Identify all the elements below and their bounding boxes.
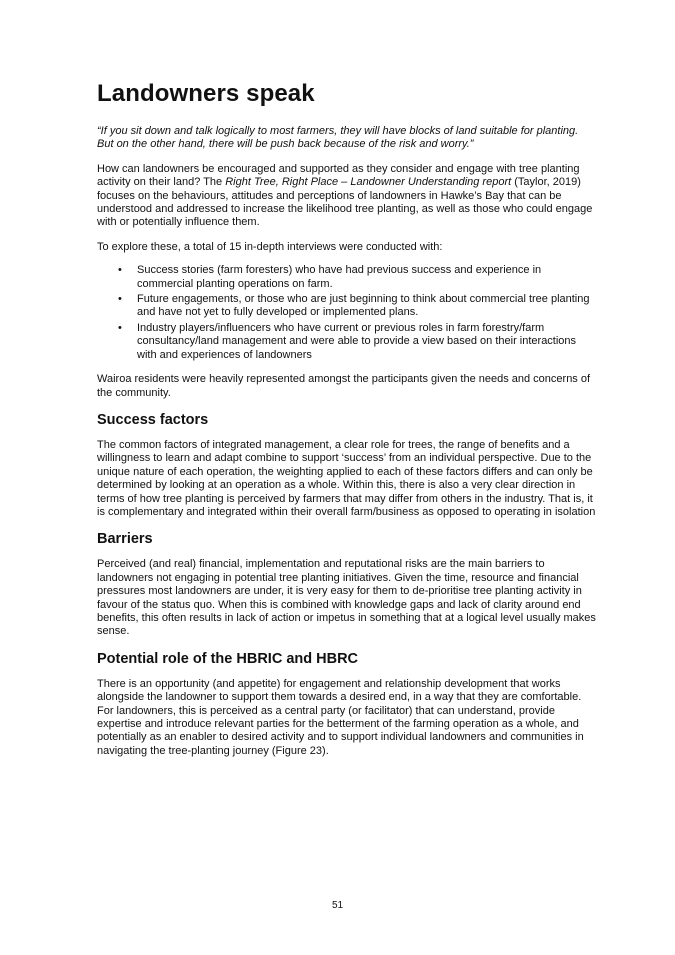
wairoa-paragraph: Wairoa residents were heavily represented amongst the participants given the needs and concerns of the community. bbox=[97, 373, 591, 399]
section-barriers bbox=[97, 530, 597, 638]
page-title: Landowners speak bbox=[97, 80, 315, 107]
bullet-marker: • bbox=[118, 293, 122, 306]
intro-text-start: How can landowners be encouraged and supported as they consider and engage with tree planting activity on their land? The bbox=[97, 162, 580, 189]
section-success-factors bbox=[97, 411, 597, 519]
report-title: Right Tree, Right Place – Landowner Understanding report bbox=[225, 176, 512, 189]
list-item-text: Success stories (farm foresters) who have had previous success and experience in commercial planting operations on farm. bbox=[137, 264, 542, 290]
intro-text-end: (Taylor, 2019) focuses on the behaviours, attitudes and perceptions of landowners in Hawke’s Bay that can be understood and addressed to increase the likelihood tree planting, as well as those who could engage with or potentially influence them. bbox=[97, 176, 593, 229]
list-item-text: Industry players/influencers who have current or previous roles in farm forestry/farm consultancy/land management and were able to provide a view based on their interactions with and experiences of landowners bbox=[137, 321, 577, 361]
interviews-paragraph: To explore these, a total of 15 in-depth interviews were conducted with: bbox=[97, 240, 443, 253]
list-item-text: Future engagements, or those who are just beginning to think about commercial tree planting and have not yet to fully developed or implemented plans. bbox=[137, 293, 590, 319]
list-item bbox=[118, 264, 597, 291]
section-body: Perceived (and real) financial, implementation and reputational risks are the main barriers to landowners not engaging in potential tree planting initiatives. Given the time, resource and financial pressures most landowners are under, it is very easy for them to de-prioritise tree planting activity in favour of the status quo. When this is combined with knowledge gaps and lack of clarity around end benefits, this often results in lack of action or impetus in something that at a logical level usually makes sense. bbox=[97, 558, 596, 638]
section-potential-role bbox=[97, 650, 597, 758]
page-number: 51 bbox=[331, 900, 344, 911]
section-heading: Success factors bbox=[97, 411, 209, 428]
list-item bbox=[118, 321, 597, 362]
bullet-marker: • bbox=[118, 321, 122, 334]
section-heading: Barriers bbox=[97, 531, 153, 548]
section-body: The common factors of integrated management, a clear role for trees, the range of benefits and a willingness to learn and adapt combine to support ‘success’ from an individual perspective. Due to the unique nature of each operation, the weighting applied to each of these factors differs and can only be determined by looking at an operation as a whole. Within this, there is also a very clear direction in terms of how tree planting is perceived by farmers that may differ from others in the industry. That is, it is complementary and integrated within their overall farm/business as opposed to operating in isolation bbox=[97, 438, 596, 518]
page-content bbox=[97, 80, 597, 758]
section-body: There is an opportunity (and appetite) for engagement and relationship development that works alongside the landowner to support them towards a desired end, in a way that they are comfortable. For landowners, this is perceived as a central party (or facilitator) that can understand, provide expertise and introduce relevant parties for the betterment of the farming operation as a whole, and potentially as an enabler to desired activity and to support individual landowners and communities in navigating the tree-planting journey (Figure 23). bbox=[97, 677, 584, 757]
list-item bbox=[118, 293, 597, 320]
bullet-marker: • bbox=[118, 264, 122, 277]
section-heading: Potential role of the HBRIC and HBRC bbox=[97, 650, 359, 667]
intro-paragraph bbox=[97, 163, 597, 230]
opening-quote: “If you sit down and talk logically to most farmers, they will have blocks of land suitable for planting. But on the other hand, there will be push back because of the risk and worry.” bbox=[97, 125, 579, 151]
interview-groups-list bbox=[97, 264, 597, 362]
